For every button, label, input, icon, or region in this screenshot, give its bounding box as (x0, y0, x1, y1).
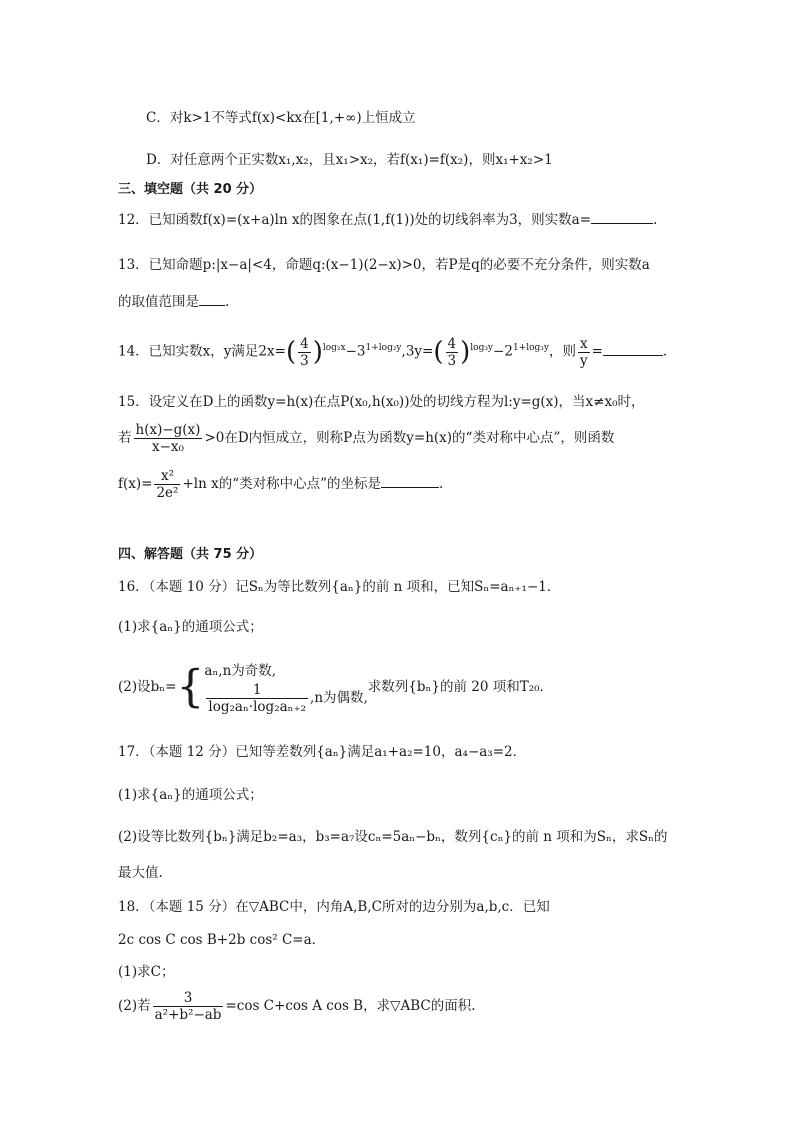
option-d: D．对任意两个正实数x₁,x₂，且x₁>x₂，若f(x₁)=f(x₂)，则x₁+x₂>1 (146, 152, 553, 168)
question-13-line2: 的取值范围是 . (118, 294, 230, 310)
q15-answer-blank (381, 475, 439, 488)
q14-answer-blank (603, 343, 663, 356)
question-16-part2: (2)设bₙ={ aₙ,n为奇数, $\frac{1}{\text{log₂aₙ·log₂aₙ₊₂}}$ ,n为偶数, 求数列{bₙ}的前 20 项和T₂₀． (118, 661, 554, 715)
q13-text: 的取值范围是 (118, 294, 199, 310)
q13-answer-blank (199, 293, 225, 306)
q14-xy-frac: $\frac{x}{y}$ (579, 335, 588, 369)
question-12: 12．已知函数f(x)=(x+a)ln x的图象在点(1,f(1))处的切线斜率为3，则实数a= . (118, 212, 658, 228)
question-18-part2: (2)若 $\frac{3}{\text{a²+b²−ab}}$ =cos C+cos A cos B，求▽ABC的面积. (118, 990, 476, 1023)
q14-frac-2: $\frac{4}{3}$ (447, 335, 457, 369)
question-17-part2-cont: 最大值. (118, 865, 163, 881)
q14-frac-1: $\frac{4}{3}$ (300, 335, 309, 369)
question-16-stem: 16．（本题 10 分）记Sₙ为等比数列{aₙ}的前 n 项和，已知Sₙ=aₙ₊₁−1． (118, 579, 561, 595)
section-heading-fill: 三、填空题（共 20 分） (118, 182, 263, 197)
question-14: 14．已知实数x，y满足2x=( $\frac{4}{3}$ )$^{log_2x}-3^{1+log_2y},3y=$( $\frac{4}{3}$ )$^{log_3y}-2^{1+log_3y}$，则 $\frac{x}{y}$ = . (118, 335, 668, 369)
question-15-line3: f(x)= $\frac{\text{x²}}{\text{2e²}}$ +ln x的“类对称中心点”的坐标是 . (118, 468, 444, 501)
question-18-stem: 18．（本题 15 分）在▽ABC中，内角A,B,C所对的边分别为a,b,c．已知 (118, 899, 550, 915)
q14-text-a: 14．已知实数x，y满足2x= (118, 343, 286, 360)
question-18-part1: (1)求C； (118, 964, 175, 980)
q12-text: 12．已知函数f(x)=(x+a)ln x的图象在点(1,f(1))处的切线斜率为3，则实数a= (118, 212, 592, 228)
question-17-stem: 17．（本题 12 分）已知等差数列{aₙ}满足a₁+a₂=10，a₄−a₃=2． (118, 744, 527, 760)
question-15-line2: 若 $\frac{h(x)-g(x)}{\text{x−x₀}}$ >0在D内恒成立，则称P点为函数y=h(x)的“类对称中心点”，则函数 (118, 422, 615, 455)
question-15-line1: 15．设定义在D上的函数y=h(x)在点P(x₀,h(x₀))处的切线方程为l:y=g(x)，当x≠x₀时， (118, 394, 645, 410)
q16-cases: aₙ,n为奇数, $\frac{1}{\text{log₂aₙ·log₂aₙ₊₂}}$ ,n为偶数, (204, 663, 368, 715)
option-c: C．对k>1不等式f(x)<kx在[1,+∞)上恒成立 (146, 110, 416, 126)
question-17-part2: (2)设等比数列{bₙ}满足b₂=a₃，b₃=a₇设cₙ=5aₙ−bₙ，数列{cₙ}的前 n 项和为Sₙ，求Sₙ的 (118, 829, 668, 845)
q18-frac: $\frac{3}{\text{a²+b²−ab}}$ (154, 990, 222, 1023)
question-16-part1: (1)求{aₙ}的通项公式； (118, 619, 263, 635)
question-18-equation: 2c cos C cos B+2b cos² C=a． (118, 932, 326, 948)
q15-frac: $\frac{h(x)-g(x)}{\text{x−x₀}}$ (135, 422, 201, 455)
section-heading-solve: 四、解答题（共 75 分） (118, 547, 263, 562)
question-17-part1: (1)求{aₙ}的通项公式； (118, 787, 263, 803)
q12-answer-blank (591, 211, 653, 224)
question-13-line1: 13．已知命题p:|x−a|<4，命题q:(x−1)(2−x)>0，若P是q的必要不充分条件，则实数a (118, 257, 650, 273)
q15-frac-2: $\frac{\text{x²}}{\text{2e²}}$ (156, 468, 179, 501)
